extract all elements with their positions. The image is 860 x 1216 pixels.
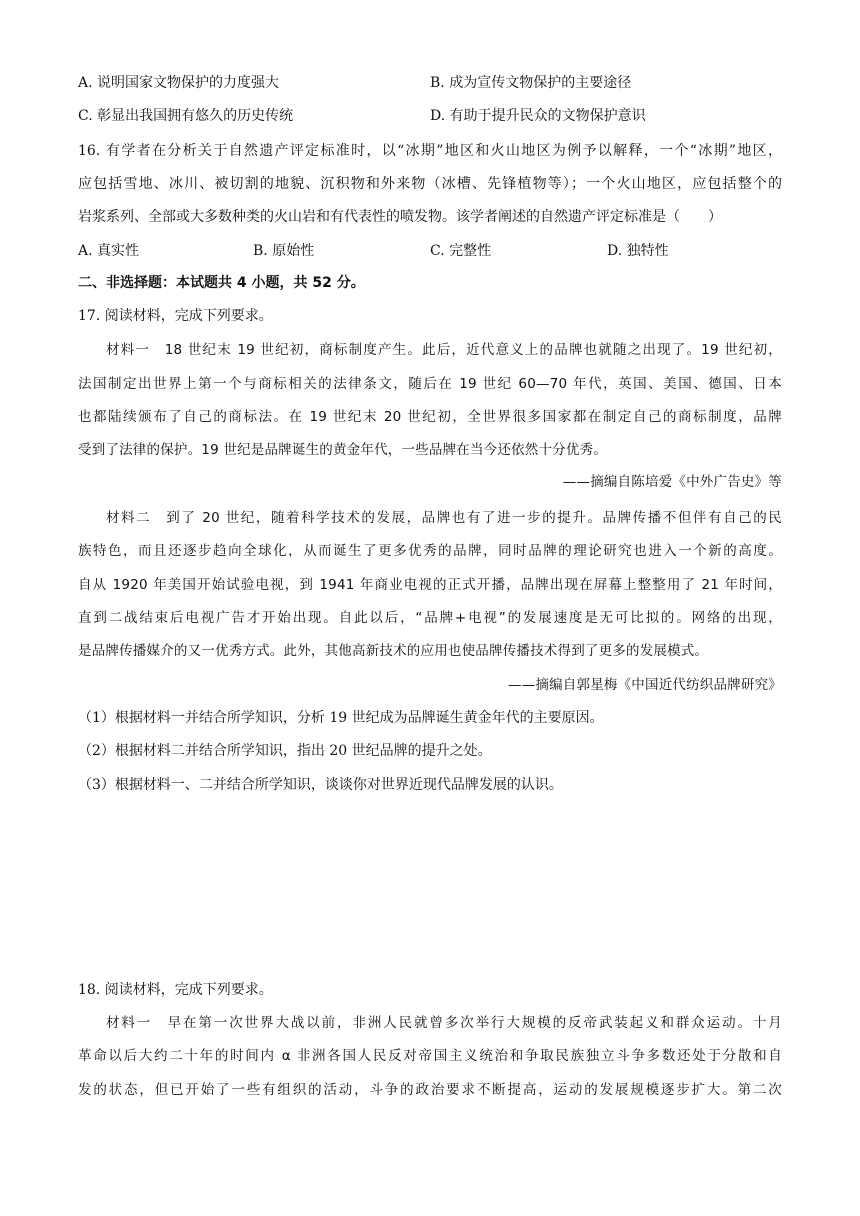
q16-stem-line-1: 16. 有学者在分析关于自然遗产评定标准时，以“冰期”地区和火山地区为例予以解释，一个“冰期”地区， <box>78 143 782 159</box>
q15-option-c: C. 彰显出我国拥有悠久的历史传统 <box>78 108 294 124</box>
q17-material-2-line-1: 材料二 到了 20 世纪，随着科学技术的发展，品牌也有了进一步的提升。品牌传播不但伴有自己的民 <box>106 510 782 526</box>
q15-option-b: B. 成为宣传文物保护的主要途径 <box>430 75 632 91</box>
q17-requirement-1: （1）根据材料一并结合所学知识，分析 19 世纪成为品牌诞生黄金年代的主要原因。 <box>78 710 604 726</box>
section-2-title: 二、非选择题：本试题共 4 小题，共 52 分。 <box>78 275 365 291</box>
q17-intro: 17. 阅读材料，完成下列要求。 <box>78 308 273 324</box>
q17-material-1-source: ——摘编自陈培爱《中外广告史》等 <box>562 474 782 490</box>
q18-intro: 18. 阅读材料，完成下列要求。 <box>78 982 273 998</box>
q17-material-1-line-3: 也都陆续颁布了自己的商标法。在 19 世纪末 20 世纪初，全世界很多国家都在制定自己的商标制度，品牌 <box>78 409 782 425</box>
q16-stem-line-3: 岩浆系列、全部或大多数种类的火山岩和有代表性的喷发物。该学者阐述的自然遗产评定标准是（ ） <box>78 209 722 225</box>
q17-material-1-line-4: 受到了法律的保护。19 世纪是品牌诞生的黄金年代，一些品牌在当今还依然十分优秀。 <box>78 442 607 458</box>
q16-stem-line-2: 应包括雪地、冰川、被切割的地貌、沉积物和外来物（冰槽、先锋植物等）；一个火山地区，应包括整个的 <box>78 176 782 192</box>
q17-material-2-source: ——摘编自郭星梅《中国近代纺织品牌研究》 <box>508 677 782 693</box>
q18-material-1-line-3: 发的状态，但已开始了一些有组织的活动，斗争的政治要求不断提高，运动的发展规模逐步扩大。第二次 <box>78 1082 782 1098</box>
q17-requirement-3: （3）根据材料一、二并结合所学知识，谈谈你对世界近现代品牌发展的认识。 <box>78 777 563 793</box>
q18-material-1-line-1: 材料一 早在第一次世界大战以前，非洲人民就曾多次举行大规模的反帝武装起义和群众运动。十月 <box>106 1015 782 1031</box>
q16-option-d: D. 独特性 <box>607 243 669 259</box>
q17-requirement-2: （2）根据材料二并结合所学知识，指出 20 世纪品牌的提升之处。 <box>78 743 492 759</box>
q17-material-1-line-2: 法国制定出世界上第一个与商标相关的法律条文，随后在 19 世纪 60—70 年代，英国、美国、德国、日本 <box>78 376 782 392</box>
q15-option-a: A. 说明国家文物保护的力度强大 <box>78 75 280 91</box>
q15-option-d: D. 有助于提升民众的文物保护意识 <box>430 108 646 124</box>
q17-material-1-line-1: 材料一 18 世纪末 19 世纪初，商标制度产生。此后，近代意义上的品牌也就随之出现了。19 世纪初， <box>106 342 782 358</box>
q17-material-2-line-3: 自从 1920 年美国开始试验电视，到 1941 年商业电视的正式开播，品牌出现在屏幕上整整用了 21 年时间， <box>78 577 782 593</box>
q16-option-b: B. 原始性 <box>253 243 315 259</box>
q16-option-a: A. 真实性 <box>78 243 140 259</box>
q18-material-1-line-2: 革命以后大约二十年的时间内 α 非洲各国人民反对帝国主义统治和争取民族独立斗争多数还处于分散和自 <box>78 1048 782 1064</box>
q17-material-2-line-2: 族特色，而且还逐步趋向全球化，从而诞生了更多优秀的品牌，同时品牌的理论研究也进入一个新的高度。 <box>78 543 782 559</box>
q17-material-2-line-4: 直到二战结束后电视广告才开始出现。自此以后，“品牌+电视”的发展速度是无可比拟的。网络的出现， <box>78 610 782 626</box>
q17-material-2-line-5: 是品牌传播媒介的又一优秀方式。此外，其他高新技术的应用也使品牌传播技术得到了更多的发展模式。 <box>78 643 709 659</box>
q16-option-c: C. 完整性 <box>430 243 492 259</box>
